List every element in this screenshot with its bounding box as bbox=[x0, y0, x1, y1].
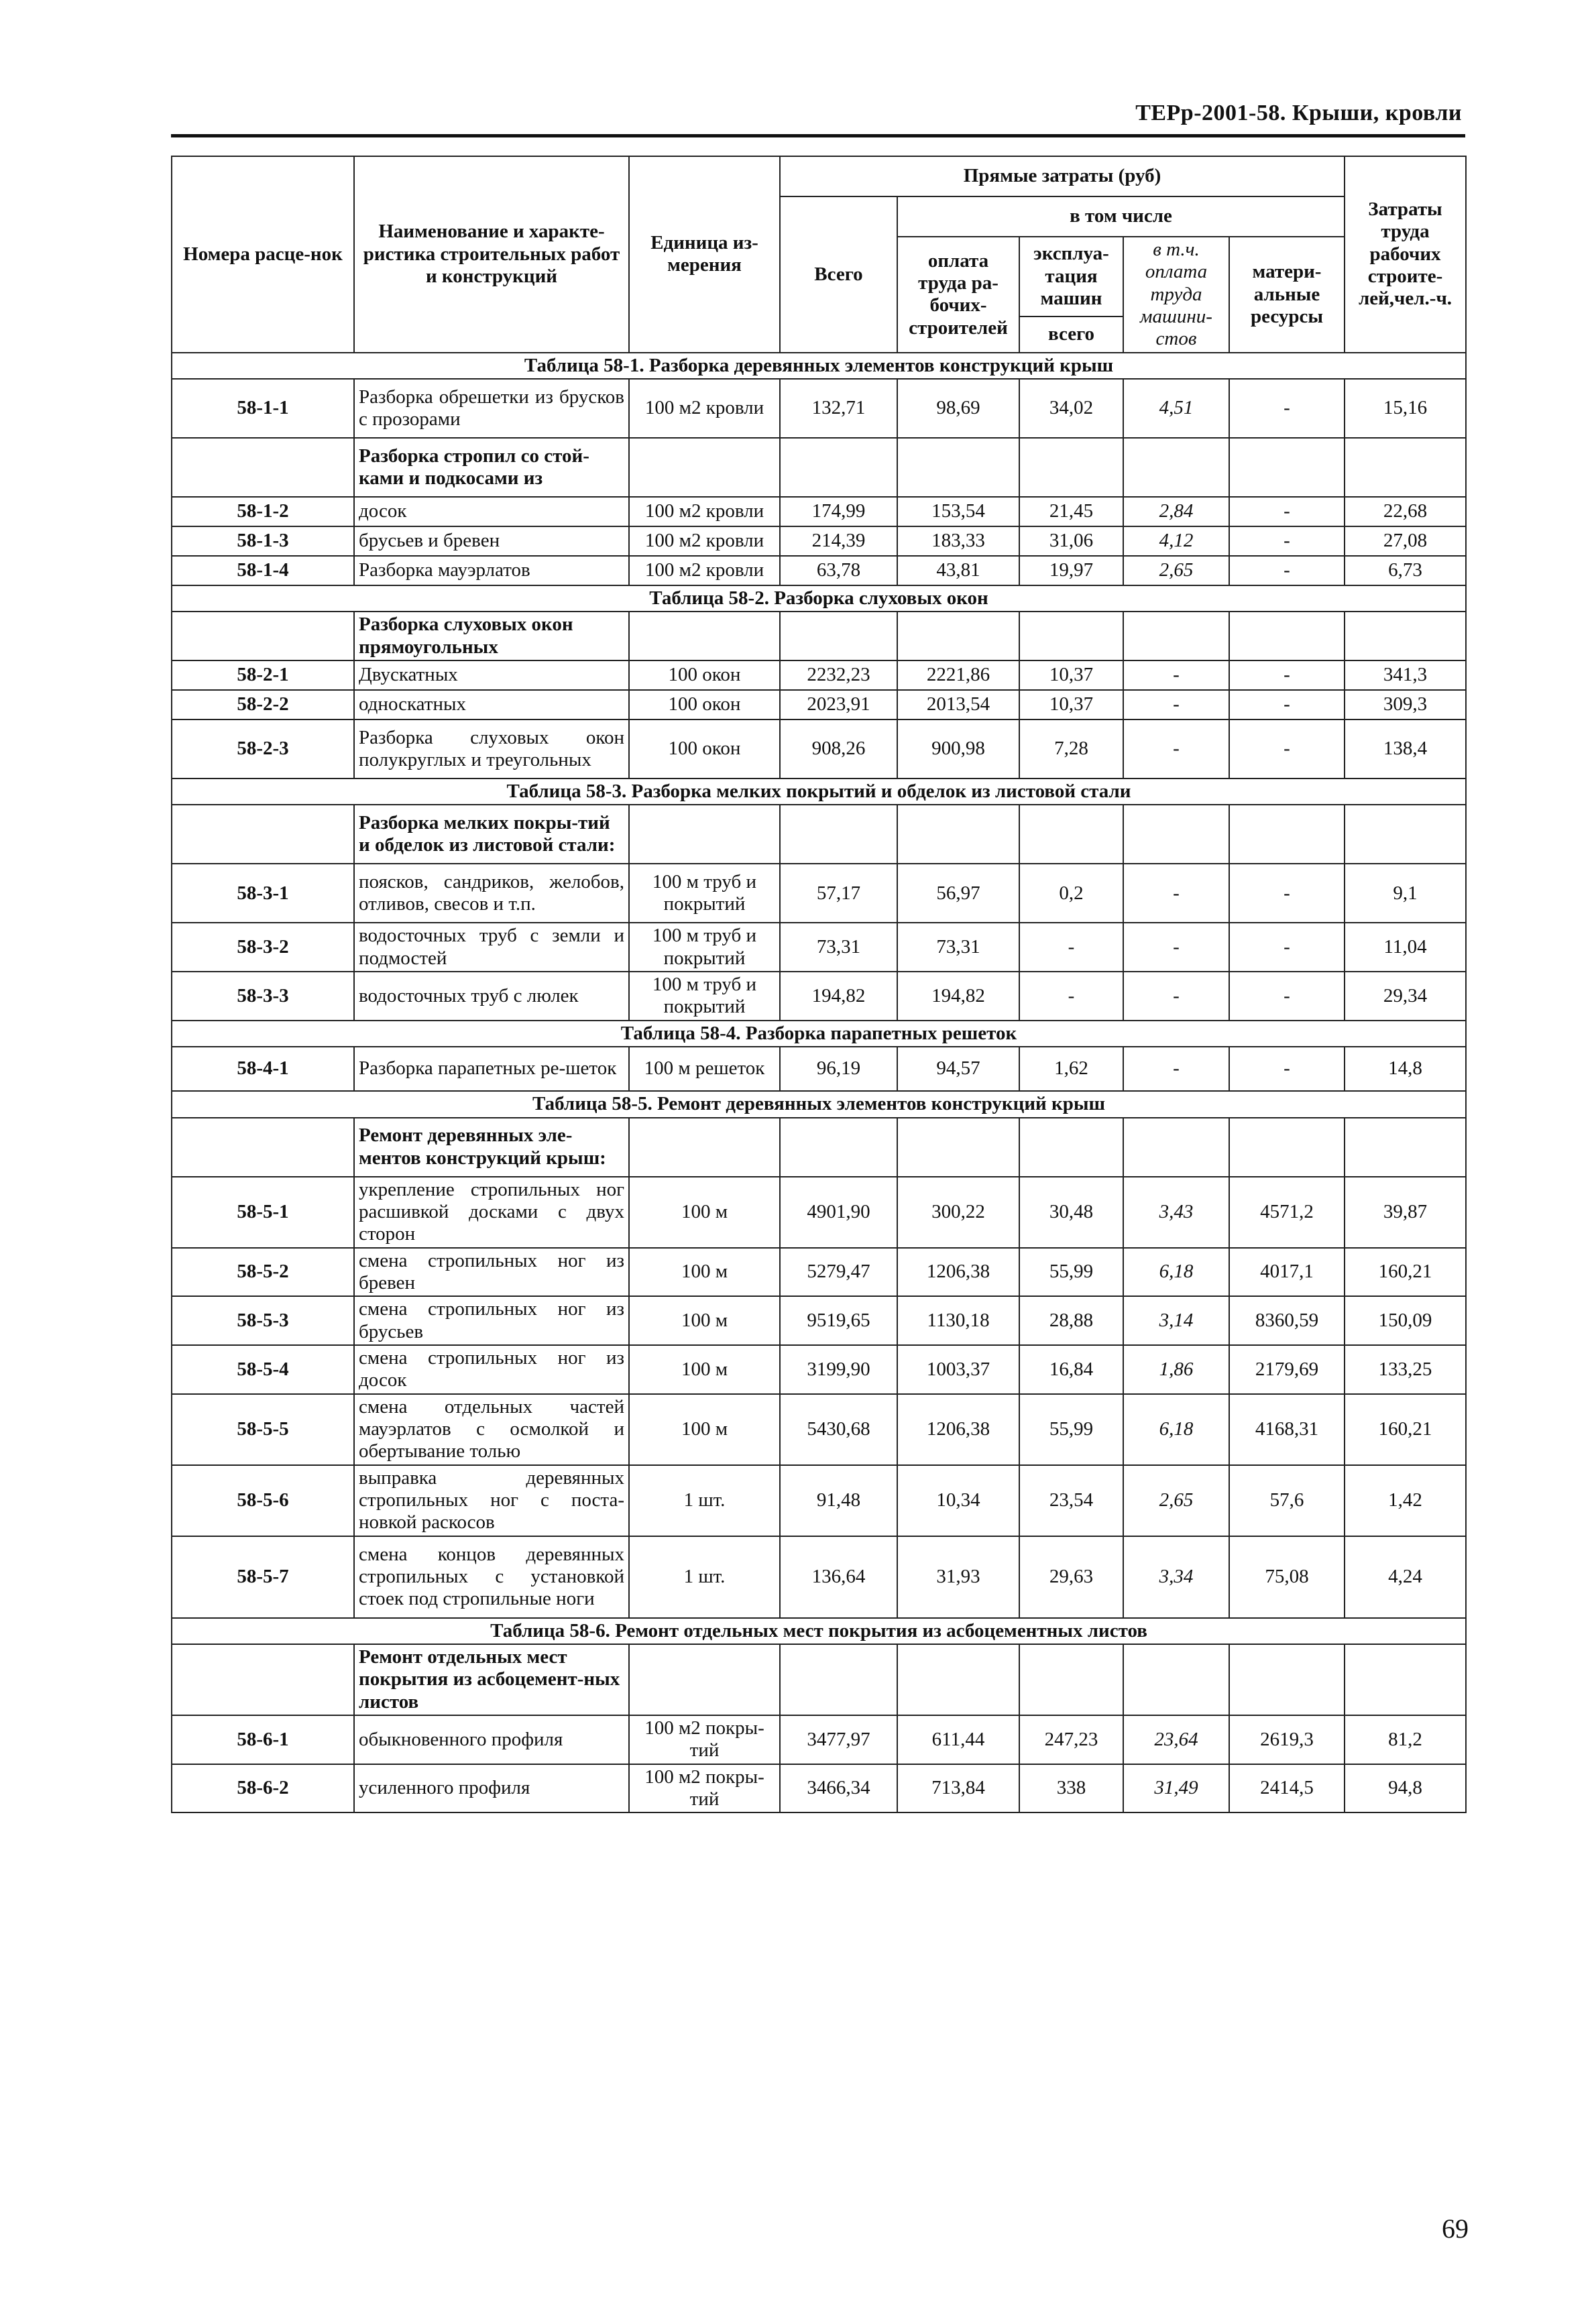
header-wages: оплата труда ра-бочих-строителей bbox=[897, 237, 1019, 353]
row-machines: 55,99 bbox=[1019, 1248, 1123, 1297]
row-labor: 160,21 bbox=[1345, 1248, 1466, 1297]
row-wages: 1206,38 bbox=[897, 1248, 1019, 1297]
row-code: 58-1-3 bbox=[172, 526, 354, 556]
header-rule bbox=[171, 134, 1465, 137]
row-name: Разборка парапетных ре-шеток bbox=[354, 1047, 629, 1091]
row-unit: 100 м2 кровли bbox=[629, 526, 780, 556]
row-labor bbox=[1345, 612, 1466, 660]
row-total: 5430,68 bbox=[780, 1394, 897, 1465]
row-labor: 4,24 bbox=[1345, 1536, 1466, 1618]
header-including: в том числе bbox=[897, 196, 1345, 237]
row-machinist-wages bbox=[1123, 805, 1229, 864]
row-wages: 713,84 bbox=[897, 1764, 1019, 1813]
table-header bbox=[172, 156, 1466, 353]
section-title-row bbox=[172, 1091, 1466, 1117]
row-materials: 75,08 bbox=[1229, 1536, 1345, 1618]
row-machinist-wages: 1,86 bbox=[1123, 1345, 1229, 1394]
header-name: Наименование и характе-ристика строительных работ и конструкций bbox=[354, 156, 629, 353]
row-labor bbox=[1345, 1644, 1466, 1715]
page-header-title: ТЕРр-2001-58. Крыши, кровли bbox=[1135, 101, 1462, 125]
row-wages: 1130,18 bbox=[897, 1296, 1019, 1345]
row-materials: - bbox=[1229, 972, 1345, 1021]
row-total: 63,78 bbox=[780, 556, 897, 585]
row-machines: 31,06 bbox=[1019, 526, 1123, 556]
row-wages bbox=[897, 805, 1019, 864]
table-row bbox=[172, 1644, 1466, 1715]
row-machines bbox=[1019, 1644, 1123, 1715]
row-unit: 100 м труб и покрытий bbox=[629, 972, 780, 1021]
row-unit: 100 м bbox=[629, 1248, 780, 1297]
row-unit: 100 м2 покры-тий bbox=[629, 1764, 780, 1813]
row-total bbox=[780, 612, 897, 660]
table-row bbox=[172, 526, 1466, 556]
row-code: 58-1-2 bbox=[172, 497, 354, 526]
row-labor bbox=[1345, 1118, 1466, 1177]
row-materials: 2619,3 bbox=[1229, 1715, 1345, 1764]
row-unit: 100 м2 кровли bbox=[629, 379, 780, 438]
row-machinist-wages: - bbox=[1123, 660, 1229, 690]
row-materials: 4017,1 bbox=[1229, 1248, 1345, 1297]
row-wages bbox=[897, 1644, 1019, 1715]
row-name: досок bbox=[354, 497, 629, 526]
row-code: 58-3-1 bbox=[172, 864, 354, 923]
row-unit: 100 м bbox=[629, 1177, 780, 1248]
row-total: 2232,23 bbox=[780, 660, 897, 690]
row-materials: - bbox=[1229, 379, 1345, 438]
table-row bbox=[172, 923, 1466, 972]
row-wages: 31,93 bbox=[897, 1536, 1019, 1618]
row-materials: 57,6 bbox=[1229, 1465, 1345, 1536]
row-total bbox=[780, 805, 897, 864]
header-labor: Затраты труда рабочих строите-лей,чел.-ч. bbox=[1345, 156, 1466, 353]
section-title: Таблица 58-5. Ремонт деревянных элементов конструкций крыш bbox=[172, 1091, 1466, 1117]
row-wages bbox=[897, 438, 1019, 497]
row-materials: - bbox=[1229, 923, 1345, 972]
row-machinist-wages: 3,43 bbox=[1123, 1177, 1229, 1248]
row-code bbox=[172, 1118, 354, 1177]
section-title-row bbox=[172, 779, 1466, 805]
table-row bbox=[172, 660, 1466, 690]
row-code bbox=[172, 805, 354, 864]
header-materials: матери-альные ресурсы bbox=[1229, 237, 1345, 353]
row-wages: 900,98 bbox=[897, 719, 1019, 779]
table-row bbox=[172, 1715, 1466, 1764]
table-row bbox=[172, 556, 1466, 585]
row-labor: 27,08 bbox=[1345, 526, 1466, 556]
row-wages: 2013,54 bbox=[897, 690, 1019, 719]
row-unit bbox=[629, 612, 780, 660]
row-materials: - bbox=[1229, 497, 1345, 526]
row-unit: 100 окон bbox=[629, 660, 780, 690]
row-total bbox=[780, 1118, 897, 1177]
row-labor: 14,8 bbox=[1345, 1047, 1466, 1091]
row-name: смена стропильных ног из досок bbox=[354, 1345, 629, 1394]
row-name: Разборка слуховых окон полукруглых и треугольных bbox=[354, 719, 629, 779]
row-machines: 34,02 bbox=[1019, 379, 1123, 438]
row-machines: - bbox=[1019, 972, 1123, 1021]
row-labor: 6,73 bbox=[1345, 556, 1466, 585]
row-total: 3477,97 bbox=[780, 1715, 897, 1764]
row-labor: 133,25 bbox=[1345, 1345, 1466, 1394]
table-row bbox=[172, 1248, 1466, 1297]
row-total: 57,17 bbox=[780, 864, 897, 923]
row-materials: - bbox=[1229, 526, 1345, 556]
row-machines: - bbox=[1019, 923, 1123, 972]
row-materials: - bbox=[1229, 1047, 1345, 1091]
row-name: укрепление стропильных ног расшивкой досками с двух сторон bbox=[354, 1177, 629, 1248]
row-wages: 300,22 bbox=[897, 1177, 1019, 1248]
table-row bbox=[172, 438, 1466, 497]
row-machines: 55,99 bbox=[1019, 1394, 1123, 1465]
row-unit bbox=[629, 438, 780, 497]
row-labor bbox=[1345, 805, 1466, 864]
row-machinist-wages: 4,51 bbox=[1123, 379, 1229, 438]
row-machines bbox=[1019, 612, 1123, 660]
row-machines: 338 bbox=[1019, 1764, 1123, 1813]
section-title: Таблица 58-6. Ремонт отдельных мест покрытия из асбоцементных листов bbox=[172, 1618, 1466, 1644]
row-materials bbox=[1229, 805, 1345, 864]
table-row bbox=[172, 972, 1466, 1021]
row-wages: 183,33 bbox=[897, 526, 1019, 556]
table-body bbox=[172, 353, 1466, 1813]
row-name: поясков, сандриков, желобов, отливов, свесов и т.п. bbox=[354, 864, 629, 923]
table-row bbox=[172, 379, 1466, 438]
row-machines: 1,62 bbox=[1019, 1047, 1123, 1091]
row-unit: 100 окон bbox=[629, 690, 780, 719]
row-wages: 611,44 bbox=[897, 1715, 1019, 1764]
header-unit: Единица из-мерения bbox=[629, 156, 780, 353]
row-wages: 43,81 bbox=[897, 556, 1019, 585]
row-total bbox=[780, 438, 897, 497]
row-code bbox=[172, 438, 354, 497]
table-row bbox=[172, 1764, 1466, 1813]
row-machines: 0,2 bbox=[1019, 864, 1123, 923]
row-machines: 21,45 bbox=[1019, 497, 1123, 526]
row-name: Двускатных bbox=[354, 660, 629, 690]
row-code: 58-5-3 bbox=[172, 1296, 354, 1345]
section-title: Таблица 58-1. Разборка деревянных элементов конструкций крыш bbox=[172, 353, 1466, 379]
row-wages: 56,97 bbox=[897, 864, 1019, 923]
section-title-row bbox=[172, 1021, 1466, 1047]
row-machines: 29,63 bbox=[1019, 1536, 1123, 1618]
row-machines: 7,28 bbox=[1019, 719, 1123, 779]
row-unit: 100 м bbox=[629, 1296, 780, 1345]
row-unit: 100 м bbox=[629, 1394, 780, 1465]
row-code: 58-5-1 bbox=[172, 1177, 354, 1248]
table-row bbox=[172, 497, 1466, 526]
row-labor: 9,1 bbox=[1345, 864, 1466, 923]
row-labor: 81,2 bbox=[1345, 1715, 1466, 1764]
row-code: 58-3-3 bbox=[172, 972, 354, 1021]
row-machines: 247,23 bbox=[1019, 1715, 1123, 1764]
row-materials: 8360,59 bbox=[1229, 1296, 1345, 1345]
row-code: 58-4-1 bbox=[172, 1047, 354, 1091]
row-unit: 100 м труб и покрытий bbox=[629, 864, 780, 923]
row-machinist-wages: - bbox=[1123, 1047, 1229, 1091]
row-total: 96,19 bbox=[780, 1047, 897, 1091]
row-wages: 1206,38 bbox=[897, 1394, 1019, 1465]
row-materials bbox=[1229, 1644, 1345, 1715]
row-materials: 4168,31 bbox=[1229, 1394, 1345, 1465]
row-machinist-wages: 2,65 bbox=[1123, 556, 1229, 585]
row-materials: - bbox=[1229, 719, 1345, 779]
row-unit: 100 м2 покры-тий bbox=[629, 1715, 780, 1764]
row-machinist-wages: - bbox=[1123, 923, 1229, 972]
table-row bbox=[172, 805, 1466, 864]
row-machinist-wages bbox=[1123, 612, 1229, 660]
row-wages: 2221,86 bbox=[897, 660, 1019, 690]
row-labor: 1,42 bbox=[1345, 1465, 1466, 1536]
row-machines: 28,88 bbox=[1019, 1296, 1123, 1345]
row-machinist-wages: - bbox=[1123, 864, 1229, 923]
row-machinist-wages: 2,84 bbox=[1123, 497, 1229, 526]
header-code: Номера расце-нок bbox=[172, 156, 354, 353]
row-machines bbox=[1019, 1118, 1123, 1177]
row-total: 908,26 bbox=[780, 719, 897, 779]
row-labor: 22,68 bbox=[1345, 497, 1466, 526]
table-row bbox=[172, 1394, 1466, 1465]
row-total: 5279,47 bbox=[780, 1248, 897, 1297]
row-unit bbox=[629, 1118, 780, 1177]
header-direct-costs: Прямые затраты (руб) bbox=[780, 156, 1345, 196]
row-machinist-wages: 2,65 bbox=[1123, 1465, 1229, 1536]
row-code: 58-5-5 bbox=[172, 1394, 354, 1465]
row-code: 58-5-2 bbox=[172, 1248, 354, 1297]
row-materials: - bbox=[1229, 660, 1345, 690]
row-total: 136,64 bbox=[780, 1536, 897, 1618]
row-wages: 94,57 bbox=[897, 1047, 1019, 1091]
table-row bbox=[172, 690, 1466, 719]
header-machines-total: всего bbox=[1019, 316, 1123, 353]
header-machines: эксплуа-тация машин bbox=[1019, 237, 1123, 316]
row-materials bbox=[1229, 1118, 1345, 1177]
row-code: 58-6-2 bbox=[172, 1764, 354, 1813]
row-total bbox=[780, 1644, 897, 1715]
row-wages bbox=[897, 612, 1019, 660]
row-total: 4901,90 bbox=[780, 1177, 897, 1248]
row-labor: 309,3 bbox=[1345, 690, 1466, 719]
row-labor: 160,21 bbox=[1345, 1394, 1466, 1465]
row-machines: 16,84 bbox=[1019, 1345, 1123, 1394]
row-name: обыкновенного профиля bbox=[354, 1715, 629, 1764]
row-materials: 4571,2 bbox=[1229, 1177, 1345, 1248]
row-total: 132,71 bbox=[780, 379, 897, 438]
row-name: Разборка мауэрлатов bbox=[354, 556, 629, 585]
row-labor: 94,8 bbox=[1345, 1764, 1466, 1813]
row-name: усиленного профиля bbox=[354, 1764, 629, 1813]
row-machinist-wages bbox=[1123, 1644, 1229, 1715]
row-total: 174,99 bbox=[780, 497, 897, 526]
row-code: 58-5-4 bbox=[172, 1345, 354, 1394]
table-row bbox=[172, 864, 1466, 923]
row-name: выправка деревянных стропильных ног с поста-новкой раскосов bbox=[354, 1465, 629, 1536]
row-name: Разборка мелких покры-тий и обделок из листовой стали: bbox=[354, 805, 629, 864]
header-total: Всего bbox=[780, 196, 897, 353]
rates-table bbox=[171, 156, 1467, 1813]
row-total: 214,39 bbox=[780, 526, 897, 556]
row-total: 73,31 bbox=[780, 923, 897, 972]
row-machinist-wages: 23,64 bbox=[1123, 1715, 1229, 1764]
table-row bbox=[172, 1177, 1466, 1248]
row-code: 58-2-2 bbox=[172, 690, 354, 719]
row-machinist-wages: - bbox=[1123, 690, 1229, 719]
row-materials: - bbox=[1229, 556, 1345, 585]
row-unit: 100 м2 кровли bbox=[629, 497, 780, 526]
row-wages: 194,82 bbox=[897, 972, 1019, 1021]
row-materials: 2179,69 bbox=[1229, 1345, 1345, 1394]
row-code: 58-5-7 bbox=[172, 1536, 354, 1618]
row-machinist-wages bbox=[1123, 438, 1229, 497]
row-name: Разборка обрешетки из брусков с прозорами bbox=[354, 379, 629, 438]
row-machinist-wages: 6,18 bbox=[1123, 1394, 1229, 1465]
row-labor: 138,4 bbox=[1345, 719, 1466, 779]
row-total: 91,48 bbox=[780, 1465, 897, 1536]
row-labor: 11,04 bbox=[1345, 923, 1466, 972]
row-machinist-wages: - bbox=[1123, 972, 1229, 1021]
row-code: 58-3-2 bbox=[172, 923, 354, 972]
row-unit: 100 м решеток bbox=[629, 1047, 780, 1091]
row-labor bbox=[1345, 438, 1466, 497]
row-wages: 153,54 bbox=[897, 497, 1019, 526]
row-total: 3466,34 bbox=[780, 1764, 897, 1813]
row-code bbox=[172, 1644, 354, 1715]
row-name: Разборка слуховых окон прямоугольных bbox=[354, 612, 629, 660]
row-name: смена стропильных ног из бревен bbox=[354, 1248, 629, 1297]
row-name: водосточных труб с люлек bbox=[354, 972, 629, 1021]
row-name: Разборка стропил со стой-ками и подкосами из bbox=[354, 438, 629, 497]
row-code: 58-2-1 bbox=[172, 660, 354, 690]
row-unit: 1 шт. bbox=[629, 1536, 780, 1618]
row-code bbox=[172, 612, 354, 660]
row-wages bbox=[897, 1118, 1019, 1177]
row-name: брусьев и бревен bbox=[354, 526, 629, 556]
row-name: смена стропильных ног из брусьев bbox=[354, 1296, 629, 1345]
row-wages: 98,69 bbox=[897, 379, 1019, 438]
row-code: 58-5-6 bbox=[172, 1465, 354, 1536]
row-materials: - bbox=[1229, 690, 1345, 719]
row-materials: 2414,5 bbox=[1229, 1764, 1345, 1813]
table-row bbox=[172, 1047, 1466, 1091]
row-machines: 10,37 bbox=[1019, 690, 1123, 719]
row-materials bbox=[1229, 612, 1345, 660]
row-name: Ремонт отдельных мест покрытия из асбоцемент-ных листов bbox=[354, 1644, 629, 1715]
row-total: 3199,90 bbox=[780, 1345, 897, 1394]
table-row bbox=[172, 1536, 1466, 1618]
header-machinist-wages: в т.ч. оплата труда машини-стов bbox=[1123, 237, 1229, 353]
row-unit: 100 м2 кровли bbox=[629, 556, 780, 585]
row-wages: 73,31 bbox=[897, 923, 1019, 972]
row-machinist-wages bbox=[1123, 1118, 1229, 1177]
section-title-row bbox=[172, 1618, 1466, 1644]
table-row bbox=[172, 612, 1466, 660]
table-row bbox=[172, 1118, 1466, 1177]
row-machinist-wages: 6,18 bbox=[1123, 1248, 1229, 1297]
row-name: Ремонт деревянных эле-ментов конструкций крыш: bbox=[354, 1118, 629, 1177]
table-row bbox=[172, 1345, 1466, 1394]
row-labor: 29,34 bbox=[1345, 972, 1466, 1021]
row-unit bbox=[629, 1644, 780, 1715]
row-machinist-wages: - bbox=[1123, 719, 1229, 779]
row-unit: 1 шт. bbox=[629, 1465, 780, 1536]
row-machinist-wages: 3,34 bbox=[1123, 1536, 1229, 1618]
row-labor: 150,09 bbox=[1345, 1296, 1466, 1345]
row-unit bbox=[629, 805, 780, 864]
table-row bbox=[172, 1296, 1466, 1345]
row-unit: 100 окон bbox=[629, 719, 780, 779]
row-code: 58-1-4 bbox=[172, 556, 354, 585]
row-machinist-wages: 4,12 bbox=[1123, 526, 1229, 556]
row-unit: 100 м bbox=[629, 1345, 780, 1394]
row-name: смена отдельных частей мауэрлатов с осмолкой и обертывание толью bbox=[354, 1394, 629, 1465]
row-materials: - bbox=[1229, 864, 1345, 923]
section-title-row bbox=[172, 585, 1466, 612]
row-name: смена концов деревянных стропильных с установкой стоек под стропильные ноги bbox=[354, 1536, 629, 1618]
row-code: 58-6-1 bbox=[172, 1715, 354, 1764]
row-labor: 341,3 bbox=[1345, 660, 1466, 690]
row-labor: 15,16 bbox=[1345, 379, 1466, 438]
row-name: односкатных bbox=[354, 690, 629, 719]
table-row bbox=[172, 719, 1466, 779]
row-machines: 10,37 bbox=[1019, 660, 1123, 690]
row-machines: 19,97 bbox=[1019, 556, 1123, 585]
row-total: 2023,91 bbox=[780, 690, 897, 719]
row-machinist-wages: 3,14 bbox=[1123, 1296, 1229, 1345]
row-total: 194,82 bbox=[780, 972, 897, 1021]
row-code: 58-2-3 bbox=[172, 719, 354, 779]
row-unit: 100 м труб и покрытий bbox=[629, 923, 780, 972]
section-title: Таблица 58-2. Разборка слуховых окон bbox=[172, 585, 1466, 612]
row-labor: 39,87 bbox=[1345, 1177, 1466, 1248]
row-machinist-wages: 31,49 bbox=[1123, 1764, 1229, 1813]
row-name: водосточных труб с земли и подмостей bbox=[354, 923, 629, 972]
row-machines: 23,54 bbox=[1019, 1465, 1123, 1536]
page-number: 69 bbox=[1442, 2213, 1469, 2244]
row-total: 9519,65 bbox=[780, 1296, 897, 1345]
row-machines bbox=[1019, 805, 1123, 864]
row-machines: 30,48 bbox=[1019, 1177, 1123, 1248]
section-title-row bbox=[172, 353, 1466, 379]
row-wages: 1003,37 bbox=[897, 1345, 1019, 1394]
section-title: Таблица 58-3. Разборка мелких покрытий и обделок из листовой стали bbox=[172, 779, 1466, 805]
row-wages: 10,34 bbox=[897, 1465, 1019, 1536]
section-title: Таблица 58-4. Разборка парапетных решеток bbox=[172, 1021, 1466, 1047]
row-materials bbox=[1229, 438, 1345, 497]
table-row bbox=[172, 1465, 1466, 1536]
row-machines bbox=[1019, 438, 1123, 497]
row-code: 58-1-1 bbox=[172, 379, 354, 438]
